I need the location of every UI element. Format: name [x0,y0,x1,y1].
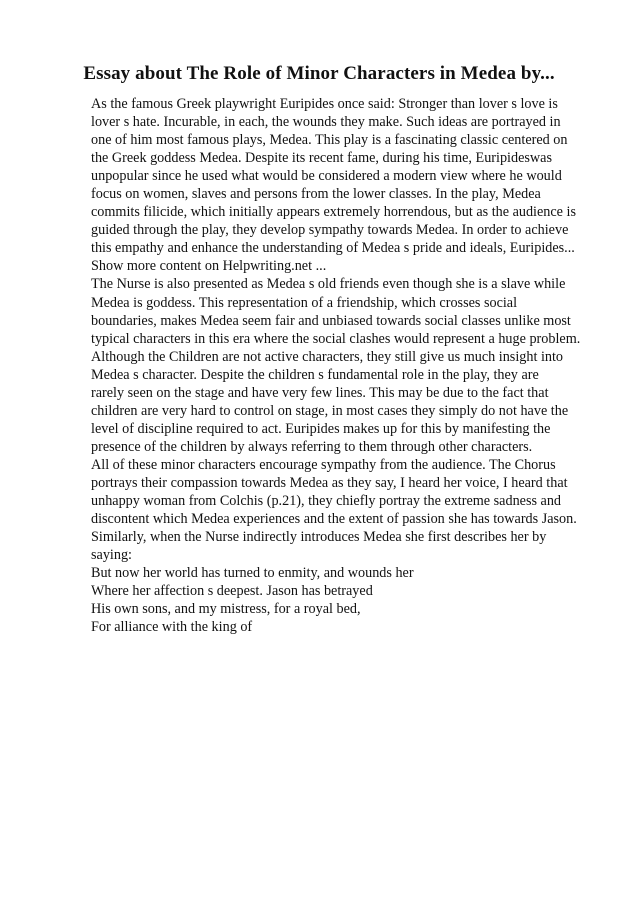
body-line: Medea is goddess. This representation of a friendship, which crosses social [91,294,518,311]
body-line: level of discipline required to act. Euripides makes up for this by manifesting the [91,420,551,437]
body-line: one of him most famous plays, Medea. This play is a fascinating classic centered on [91,132,568,149]
quote-line: His own sons, and my mistress, for a royal bed, [91,601,361,618]
body-line: focus on women, slaves and persons from the lower classes. In the play, Medea [91,186,541,203]
body-line: guided through the play, they develop sympathy towards Medea. In order to achieve [91,222,569,239]
quote-line: But now her world has turned to enmity, and wounds her [91,565,414,582]
body-line: portrays their compassion towards Medea as they say, I heard her voice, I heard that [91,474,568,491]
body-line: this empathy and enhance the understanding of Medea s pride and ideals, Euripides... [91,240,575,257]
body-line: presence of the children by always referring to them through other characters. [91,438,533,455]
body-line: rarely seen on the stage and have very few lines. This may be due to the fact that [91,384,549,401]
document-body [91,95,611,636]
body-line: Medea s character. Despite the children s fundamental role in the play, they are [91,366,539,383]
body-line: commits filicide, which initially appears extremely horrendous, but as the audience is [91,204,576,221]
body-line: children are very hard to control on stage, in most cases they simply do not have the [91,402,569,419]
body-line: Similarly, when the Nurse indirectly introduces Medea she first describes her by [91,529,547,546]
body-line: unhappy woman from Colchis (p.21), they chiefly portray the extreme sadness and [91,493,562,510]
body-line: saying: [91,547,132,564]
body-line: The Nurse is also presented as Medea s old friends even though she is a slave while [91,276,566,293]
document-title: Essay about The Role of Minor Characters in Medea by... [83,63,555,84]
body-line: All of these minor characters encourage sympathy from the audience. The Chorus [91,456,556,473]
quote-line: Where her affection s deepest. Jason has betrayed [91,583,373,600]
body-line: As the famous Greek playwright Euripides once said: Stronger than lover s love is [91,96,558,112]
body-line: typical characters in this era where the social clashes would represent a huge problem. [91,330,581,347]
show-more-link[interactable]: Show more content on Helpwriting.net ... [91,258,327,275]
body-line: unpopular since he used what would be considered a modern view where he would [91,168,562,185]
body-line: the Greek goddess Medea. Despite its recent fame, during his time, Euripideswas [91,150,552,167]
body-line: lover s hate. Incurable, in each, the wounds they make. Such ideas are portrayed in [91,114,561,131]
body-line: Although the Children are not active characters, they still give us much insight into [91,348,564,365]
quote-line: For alliance with the king of [91,619,253,636]
body-line: boundaries, makes Medea seem fair and unbiased towards social classes unlike most [91,312,571,329]
body-line: discontent which Medea experiences and the extent of passion she has towards Jason. [91,511,577,528]
